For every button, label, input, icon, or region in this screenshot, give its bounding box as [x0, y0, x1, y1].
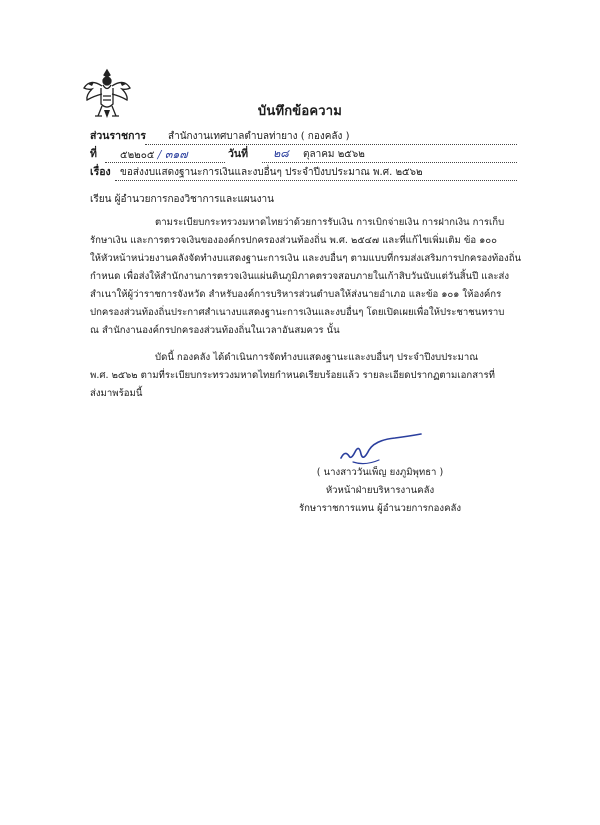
- paragraph1-line: ณ สำนักงานองค์กรปกครองส่วนท้องถิ่นในเวลาอันสมควร นั้น: [90, 325, 340, 336]
- ref-dotted-line: [105, 162, 225, 163]
- subject-dotted-line: [115, 180, 517, 181]
- paragraph1-line: ปกครองส่วนท้องถิ่นประกาศสำเนางบแสดงฐานะการเงินและงบอื่นๆ โดยเปิดเผยเพื่อให้ประชาชนทราบ: [90, 307, 505, 318]
- ref-number: [120, 148, 188, 162]
- paragraph2-line: พ.ศ. ๒๕๖๒ ตามที่ระเบียบกระทรวงมหาดไทยกำหนดเรียบร้อยแล้ว รายละเอียดปรากฏตามเอกสารที่: [90, 370, 495, 381]
- subject-label: เรื่อง: [90, 166, 111, 178]
- date-day: ๒๘: [273, 147, 289, 160]
- paragraph2-line: บัดนี้ กองคลัง ได้ดำเนินการจัดทำงบแสดงฐานะและงบอื่นๆ ประจำปีงบประมาณ: [155, 352, 479, 363]
- paragraph1-line: ให้หัวหน้าหน่วยงานคลังจัดทำงบแสดงฐานะการเงิน และงบอื่นๆ ตามแบบที่กรมส่งเสริมการปกครองท้องถิ่น: [90, 253, 522, 264]
- subject-row: [90, 166, 111, 179]
- ref-row: [90, 148, 97, 161]
- date-month-year: ตุลาคม ๒๕๖๒: [303, 149, 365, 160]
- salutation: เรียน ผู้อำนวยการกองวิชาการและแผนงาน: [90, 194, 274, 205]
- signatory-name: ( นางสาววันเพ็ญ ยงภูมิพุทธา ): [316, 467, 444, 478]
- agency-row: [90, 130, 146, 143]
- ref-label: ที่: [90, 148, 97, 160]
- handwritten-signature: [335, 430, 425, 470]
- agency-label: ส่วนราชการ: [90, 130, 147, 142]
- date-label: วันที่: [228, 148, 248, 160]
- agency-value: สำนักงานเทศบาลตำบลท่ายาง ( กองคลัง ): [168, 131, 350, 142]
- paragraph1-line: ตามระเบียบกระทรวงมหาดไทยว่าด้วยการรับเงิน การเบิกจ่ายเงิน การฝากเงิน การเก็บ: [155, 217, 505, 228]
- memo-title: บันทึกข้อความ: [257, 104, 343, 119]
- date-label-wrap: [228, 148, 248, 161]
- signatory-acting: รักษาราชการแทน ผู้อำนวยการกองคลัง: [298, 503, 462, 514]
- ref-handwritten: / ๓๑๗: [157, 148, 188, 161]
- agency-dotted-line: [145, 144, 517, 145]
- paragraph1-line: รักษาเงิน และการตรวจเงินขององค์กรปกครองส่วนท้องถิ่น พ.ศ. ๒๕๔๗ และที่แก้ไขเพิ่มเติม ข้อ ๑๐๐: [90, 235, 498, 246]
- paragraph1-line: สำเนาให้ผู้ว่าราชการจังหวัด สำหรับองค์การบริหารส่วนตำบลให้ส่งนายอำเภอ และข้อ ๑๐๑ ให้องค์กร: [90, 289, 502, 300]
- signatory-position: หัวหน้าฝ่ายบริหารงานคลัง: [325, 485, 435, 496]
- paragraph1-line: กำหนด เพื่อส่งให้สำนักงานการตรวจเงินแผ่นดินภูมิภาคตรวจสอบภายในเก้าสิบวันนับแต่วันสิ้นปี และส่ง: [90, 271, 510, 282]
- paragraph2-line: ส่งมาพร้อมนี้: [90, 388, 143, 399]
- ref-prefix: ๕๒๒๐๕: [120, 150, 155, 161]
- date-dotted-line: [262, 162, 517, 163]
- subject-value: ขอส่งงบแสดงฐานะการเงินและงบอื่นๆ ประจำปีงบประมาณ พ.ศ. ๒๕๖๒: [120, 167, 423, 178]
